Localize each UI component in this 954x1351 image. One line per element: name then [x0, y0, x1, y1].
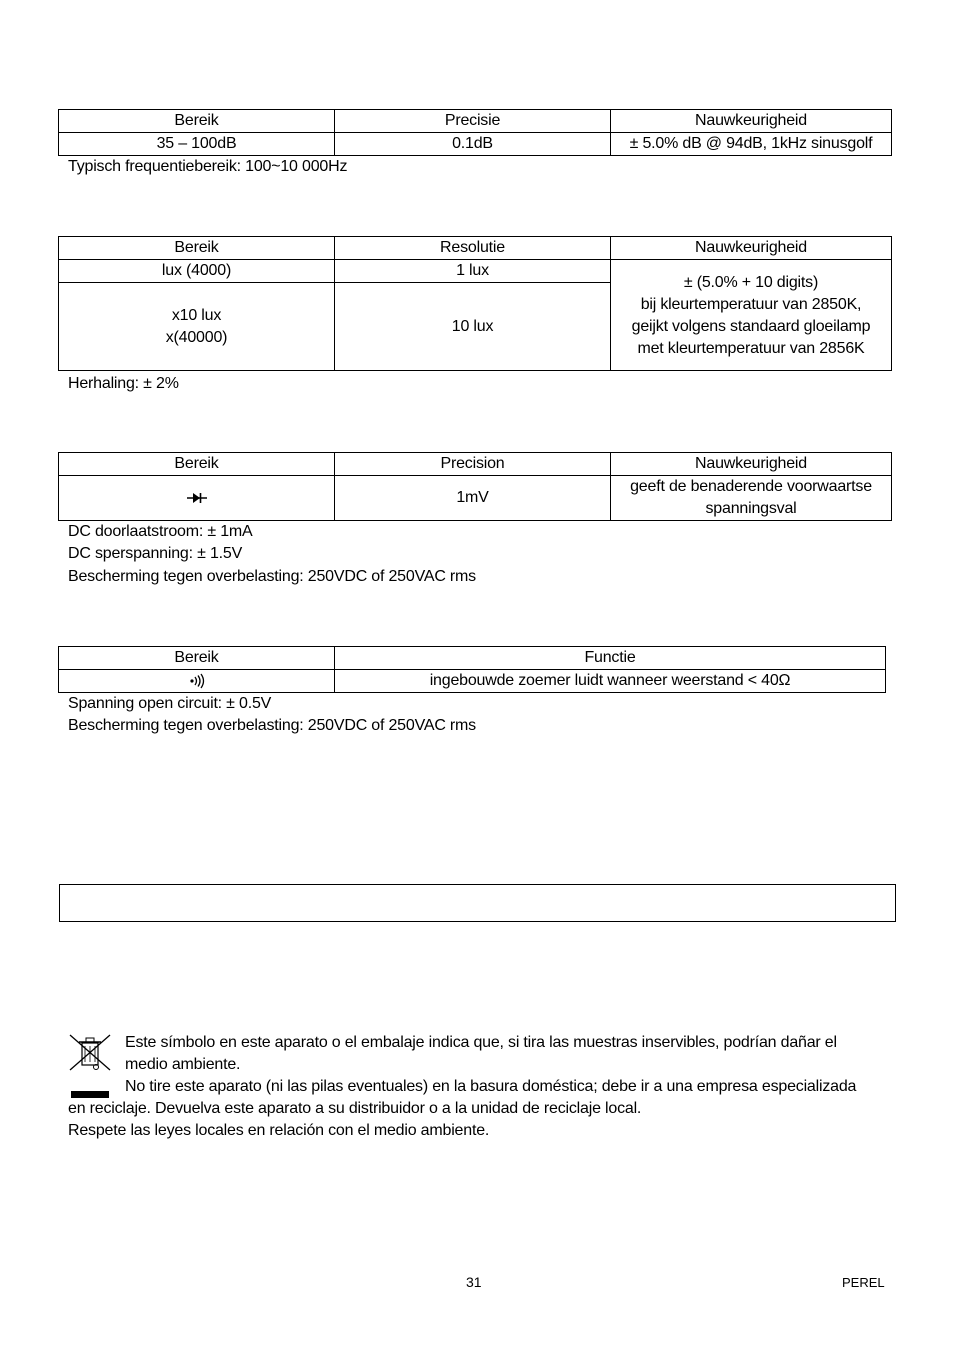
- cell-resolution: 1 lux: [335, 260, 611, 283]
- header-range: Bereik: [59, 647, 335, 670]
- accuracy-line: ± (5.0% + 10 digits): [683, 274, 819, 291]
- diode-icon: [186, 491, 208, 505]
- cell-range: [59, 476, 335, 521]
- notice-line: No tire este aparato (ni las pilas eventuales) en la basura doméstica; debe ir a una empresa especializada: [125, 1078, 857, 1095]
- header-range: Bereik: [59, 237, 335, 260]
- range-line: x(40000): [165, 328, 228, 346]
- forward-current-note: DC doorlaatstroom: ± 1mA: [68, 523, 253, 540]
- header-range: Bereik: [59, 110, 335, 133]
- open-circuit-voltage-note: Spanning open circuit: ± 0.5V: [68, 695, 272, 712]
- cell-accuracy: [611, 476, 892, 521]
- header-function: Functie: [335, 647, 886, 670]
- table-header-row: [59, 453, 892, 476]
- cell-function: ingebouwde zoemer luidt wanneer weerstand < 40Ω: [335, 670, 886, 693]
- section-heading-box: [59, 884, 896, 922]
- accuracy-line: bij kleurtemperatuur van 2850K,: [640, 296, 862, 313]
- buzzer-icon: [188, 673, 206, 689]
- header-accuracy: Nauwkeurigheid: [611, 237, 892, 260]
- cell-precision: 1mV: [335, 476, 611, 521]
- table-row: [59, 476, 892, 521]
- header-accuracy: Nauwkeurigheid: [611, 110, 892, 133]
- cell-accuracy: ± 5.0% dB @ 94dB, 1kHz sinusgolf: [611, 133, 892, 156]
- cell-precision: 0.1dB: [335, 133, 611, 156]
- brand-name: PEREL: [842, 1275, 885, 1290]
- page-number: 31: [466, 1274, 482, 1290]
- cell-range: lux (4000): [59, 260, 335, 283]
- table-row: [59, 133, 892, 156]
- notice-line: Respete las leyes locales en relación con el medio ambiente.: [68, 1122, 490, 1139]
- accuracy-line: spanningsval: [705, 500, 797, 517]
- accuracy-line: met kleurtemperatuur van 2856K: [637, 340, 865, 357]
- overload-protection-note: Bescherming tegen overbelasting: 250VDC of 250VAC rms: [68, 717, 476, 734]
- accuracy-line: geeft de benaderende voorwaartse: [630, 478, 872, 495]
- table-row: [59, 670, 886, 693]
- overload-protection-note: Bescherming tegen overbelasting: 250VDC of 250VAC rms: [68, 568, 476, 585]
- cell-range: [59, 283, 335, 371]
- table-row: [59, 260, 892, 283]
- weee-disposal-notice: [68, 1032, 888, 1142]
- diode-spec-table: [58, 452, 892, 521]
- table-header-row: [59, 110, 892, 133]
- header-accuracy: Nauwkeurigheid: [611, 453, 892, 476]
- lux-spec-table: [58, 236, 892, 371]
- header-resolution: Resolutie: [335, 237, 611, 260]
- header-precision: Precision: [335, 453, 611, 476]
- continuity-spec-table: [58, 646, 886, 693]
- frequency-range-note: Typisch frequentiebereik: 100~10 000Hz: [68, 158, 348, 175]
- cell-accuracy: [611, 260, 892, 371]
- table-header-row: [59, 647, 886, 670]
- sound-level-spec-table: [58, 109, 892, 156]
- header-range: Bereik: [59, 453, 335, 476]
- table-header-row: [59, 237, 892, 260]
- cell-range: [59, 670, 335, 693]
- range-line: x10 lux: [171, 306, 222, 324]
- accuracy-line: geijkt volgens standaard gloeilamp: [631, 318, 871, 335]
- notice-line: Este símbolo en este aparato o el embalaje indica que, si tira las muestras inservibles, podrían dañar el: [125, 1034, 837, 1051]
- repeatability-note: Herhaling: ± 2%: [68, 375, 179, 392]
- notice-line: medio ambiente.: [125, 1056, 241, 1073]
- notice-line: en reciclaje. Devuelva este aparato a su distribuidor o a la unidad de reciclaje local.: [68, 1100, 642, 1117]
- header-precision: Precisie: [335, 110, 611, 133]
- cell-range: 35 – 100dB: [59, 133, 335, 156]
- cell-resolution: 10 lux: [335, 283, 611, 371]
- reverse-voltage-note: DC sperspanning: ± 1.5V: [68, 545, 243, 562]
